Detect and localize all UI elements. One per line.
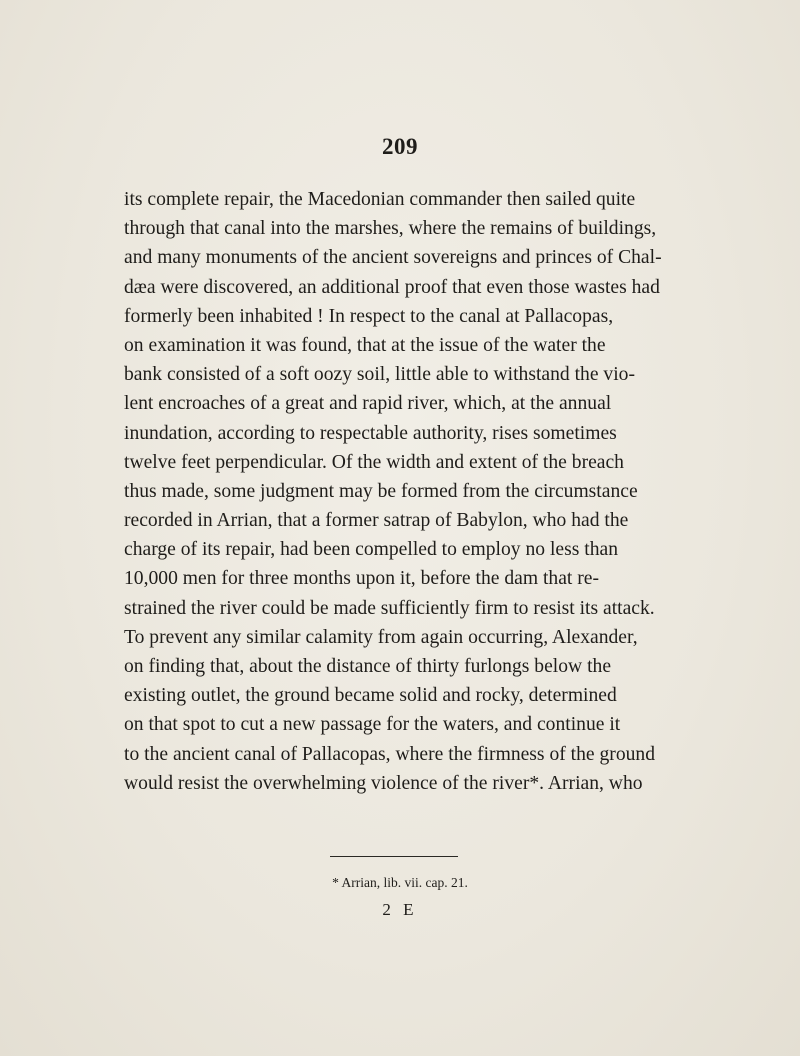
text-line: inundation, according to respectable authority, rises sometimes xyxy=(124,422,617,444)
page-number: 209 xyxy=(382,134,418,159)
signature-mark: 2 E xyxy=(382,900,418,919)
text-line: recorded in Arrian, that a former satrap of Babylon, who had the xyxy=(124,510,629,532)
text-line: through that canal into the marshes, where the remains of buildings, xyxy=(124,218,657,240)
body-text xyxy=(124,185,687,798)
footnote-divider xyxy=(330,856,458,857)
text-line: bank consisted of a soft oozy soil, little able to withstand the vio- xyxy=(124,364,635,386)
text-line: To prevent any similar calamity from again occurring, Alexander, xyxy=(124,626,638,648)
text-line: thus made, some judgment may be formed from the circumstance xyxy=(124,480,638,502)
text-line: formerly been inhabited ! In respect to the canal at Pallacopas, xyxy=(124,305,614,327)
text-line: 10,000 men for three months upon it, before the dam that re- xyxy=(124,568,600,590)
text-line: on finding that, about the distance of thirty furlongs below the xyxy=(124,656,612,677)
text-line: to the ancient canal of Pallacopas, where the firmness of the ground xyxy=(124,743,656,765)
text-line: existing outlet, the ground became solid and rocky, determined xyxy=(124,685,617,707)
text-line: would resist the overwhelming violence of the river*. Arrian, who xyxy=(124,772,643,794)
text-line: dæa were discovered, an additional proof that even those wastes had xyxy=(124,276,660,298)
text-line: twelve feet perpendicular. Of the width and extent of the breach xyxy=(124,451,624,473)
text-line: its complete repair, the Macedonian commander then sailed quite xyxy=(124,189,636,210)
text-line: strained the river could be made sufficiently firm to resist its attack. xyxy=(124,597,655,619)
footnote: * Arrian, lib. vii. cap. 21. xyxy=(332,875,468,890)
text-line: on examination it was found, that at the issue of the water the xyxy=(124,334,606,356)
text-line: charge of its repair, had been compelled to employ no less than xyxy=(124,539,618,561)
text-line: lent encroaches of a great and rapid river, which, at the annual xyxy=(124,393,612,415)
text-line: and many monuments of the ancient sovereigns and princes of Chal- xyxy=(124,247,662,269)
text-line: on that spot to cut a new passage for the waters, and continue it xyxy=(124,714,621,736)
